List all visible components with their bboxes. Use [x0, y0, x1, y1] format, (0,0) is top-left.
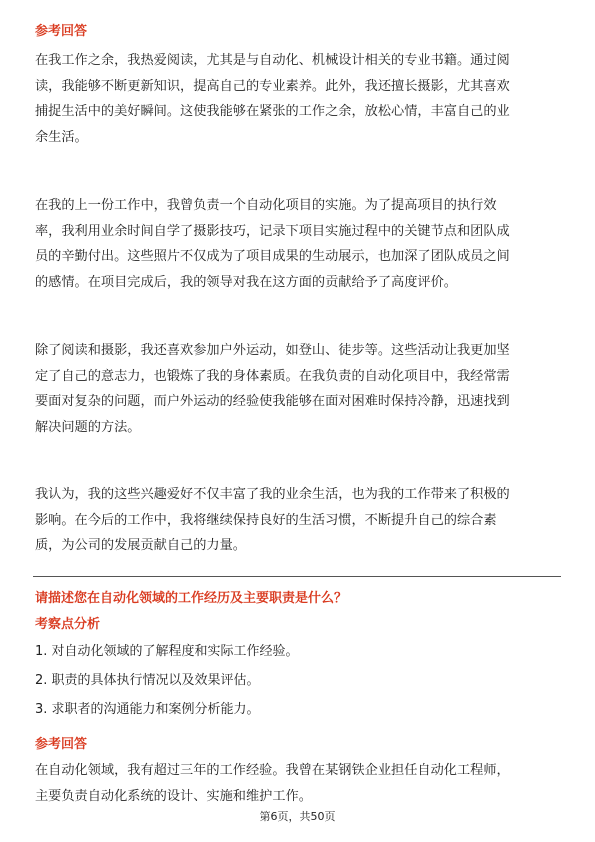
paragraph-line: 要面对复杂的问题，而户外运动的经验使我能够在面对困难时保持冷静，迅速找到	[35, 394, 510, 410]
analysis-heading: 考察点分析	[35, 617, 101, 632]
answer-paragraph-5	[35, 758, 562, 809]
paragraph-line: 捕捉生活中的美好瞬间。这使我能够在紧张的工作之余，放松心情，丰富自己的业	[35, 104, 510, 120]
paragraph-line: 率，我利用业余时间自学了摄影技巧，记录下项目实施过程中的关键节点和团队成	[35, 223, 510, 239]
paragraph-line: 除了阅读和摄影，我还喜欢参加户外运动，如登山、徒步等。这些活动让我更加坚	[35, 343, 510, 358]
interview-question: 请描述您在自动化领域的工作经历及主要职责是什么？	[35, 591, 348, 606]
answer-heading-2: 参考回答	[35, 737, 88, 752]
analysis-item: 1. 对自动化领域的了解程度和实际工作经验。	[35, 644, 299, 659]
paragraph-line: 员的辛勤付出。这些照片不仅成为了项目成果的生动展示，也加深了团队成员之间	[35, 249, 510, 265]
paragraph-line: 主要负责自动化系统的设计、实施和维护工作。	[35, 788, 312, 804]
paragraph-line: 读，我能够不断更新知识，提高自己的专业素养。此外，我还擅长摄影，尤其喜欢	[35, 78, 510, 94]
paragraph-line: 质，为公司的发展贡献自己的力量。	[35, 538, 246, 554]
paragraph-line: 定了自己的意志力，也锻炼了我的身体素质。在我负责的自动化项目中，我经常需	[35, 368, 510, 384]
answer-paragraph-3	[35, 338, 562, 440]
page-number: 第6页，共50页	[259, 810, 336, 823]
paragraph-line: 在我工作之余，我热爱阅读，尤其是与自动化、机械设计相关的专业书籍。通过阅	[35, 53, 510, 68]
analysis-item: 3. 求职者的沟通能力和案例分析能力。	[35, 702, 260, 717]
answer-heading: 参考回答	[35, 24, 88, 39]
analysis-item: 2. 职责的具体执行情况以及效果评估。	[35, 673, 260, 688]
paragraph-line: 影响。在今后的工作中，我将继续保持良好的生活习惯，不断提升自己的综合素	[35, 512, 497, 528]
paragraph-line: 在自动化领域，我有超过三年的工作经验。我曾在某钢铁企业担任自动化工程师，	[35, 763, 510, 778]
paragraph-line: 在我的上一份工作中，我曾负责一个自动化项目的实施。为了提高项目的执行效	[35, 198, 497, 213]
answer-paragraph-4	[35, 482, 562, 559]
answer-paragraph-2	[35, 193, 562, 295]
paragraph-line: 我认为，我的这些兴趣爱好不仅丰富了我的业余生活，也为我的工作带来了积极的	[35, 487, 510, 502]
section-divider	[33, 576, 561, 577]
paragraph-line: 的感情。在项目完成后，我的领导对我在这方面的贡献给予了高度评价。	[35, 274, 457, 290]
paragraph-line: 解决问题的方法。	[35, 419, 141, 435]
paragraph-line: 余生活。	[35, 129, 88, 145]
answer-paragraph-1	[35, 48, 562, 150]
